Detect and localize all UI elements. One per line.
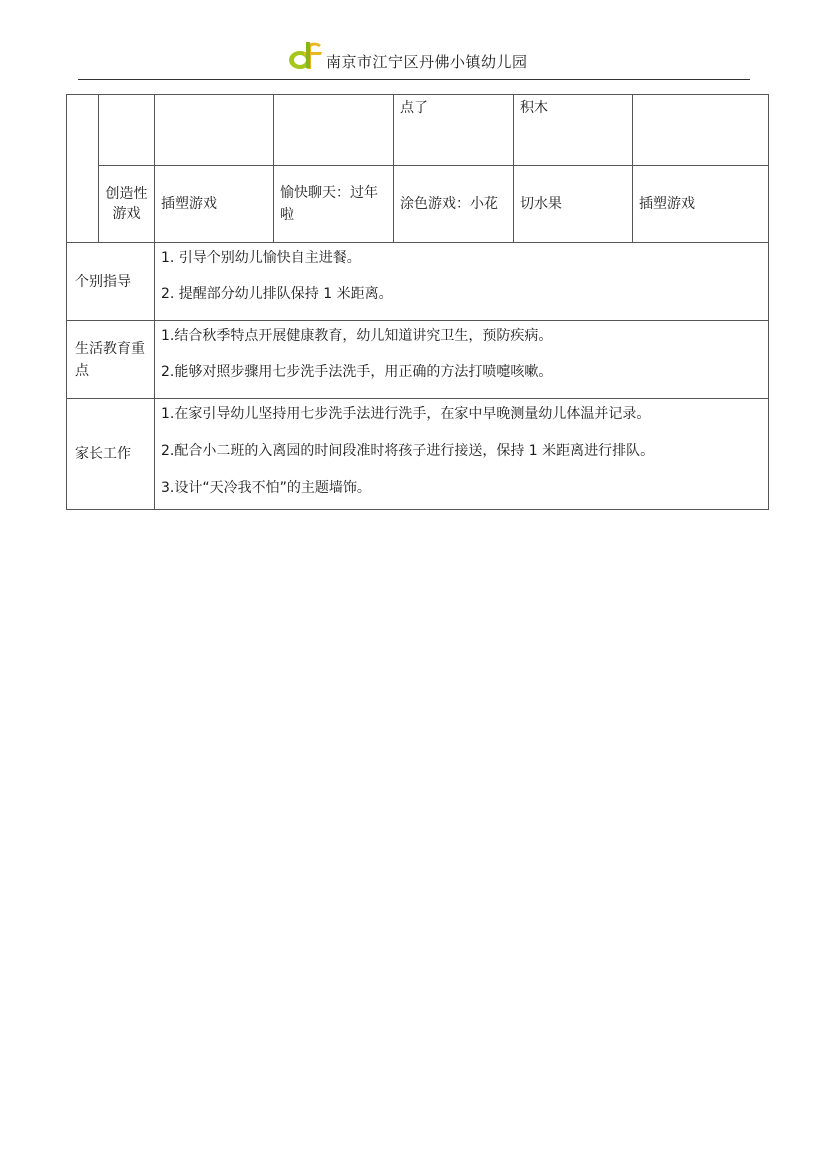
activity-text: 插塑游戏	[639, 196, 695, 212]
activity-text	[274, 95, 393, 99]
list-item: 1.在家引导幼儿坚持用七步洗手法进行洗手，在家中早晚测量幼儿体温并记录。	[161, 406, 651, 422]
section-content-cell	[155, 243, 769, 321]
list-item: 1.结合秋季特点开展健康教育，幼儿知道讲究卫生，预防疾病。	[161, 328, 553, 344]
activity-cell	[633, 95, 769, 166]
section-label: 家长工作	[75, 446, 131, 462]
activity-text: 积木	[520, 100, 548, 116]
activity-text: 点了	[400, 100, 428, 116]
list-item: 1. 引导个别幼儿愉快自主进餐。	[161, 250, 361, 266]
section-label-cell	[67, 321, 155, 399]
activity-text: 涂色游戏：小花	[400, 196, 498, 212]
list-item: 2. 提醒部分幼儿排队保持 1 米距离。	[161, 286, 393, 302]
table-row	[67, 166, 769, 243]
section-label: 生活教育重 点	[75, 340, 145, 379]
list-item: 3.设计“天冷我不怕”的主题墙饰。	[161, 480, 371, 496]
activity-text	[155, 95, 273, 99]
list-item: 2.配合小二班的入离园的时间段准时将孩子进行接送，保持 1 米距离进行排队。	[161, 443, 655, 459]
activity-text: 切水果	[520, 196, 562, 212]
activity-cell	[155, 95, 274, 166]
activity-cell	[274, 166, 394, 243]
activity-text: 插塑游戏	[161, 196, 217, 212]
section-label-cell	[67, 243, 155, 321]
activity-cell	[514, 95, 633, 166]
activity-cell	[633, 166, 769, 243]
activity-text: 愉快聊天：过年啦	[280, 185, 378, 223]
category-cell	[99, 166, 155, 243]
list-item: 2.能够对照步骤用七步洗手法洗手，用正确的方法打喷嚏咳嗽。	[161, 364, 553, 380]
row-group-label-cell	[67, 95, 99, 243]
section-content-cell	[155, 399, 769, 510]
school-name: 南京市江宁区丹佛小镇幼儿园	[326, 53, 528, 71]
table-row	[67, 243, 769, 321]
table-row	[67, 399, 769, 510]
kindergarten-logo-icon	[286, 40, 324, 72]
section-label-cell	[67, 399, 155, 510]
category-label: 创造性游戏	[105, 186, 148, 222]
activity-cell	[274, 95, 394, 166]
table-row	[67, 321, 769, 399]
activity-cell	[155, 166, 274, 243]
activity-text	[633, 95, 768, 99]
activity-cell	[514, 166, 633, 243]
section-label: 个别指导	[75, 273, 131, 290]
activity-cell	[394, 166, 514, 243]
category-cell	[99, 95, 155, 166]
section-content-cell	[155, 321, 769, 399]
weekly-plan-table	[66, 94, 769, 510]
page-header	[78, 38, 750, 80]
table-row	[67, 95, 769, 166]
activity-cell	[394, 95, 514, 166]
